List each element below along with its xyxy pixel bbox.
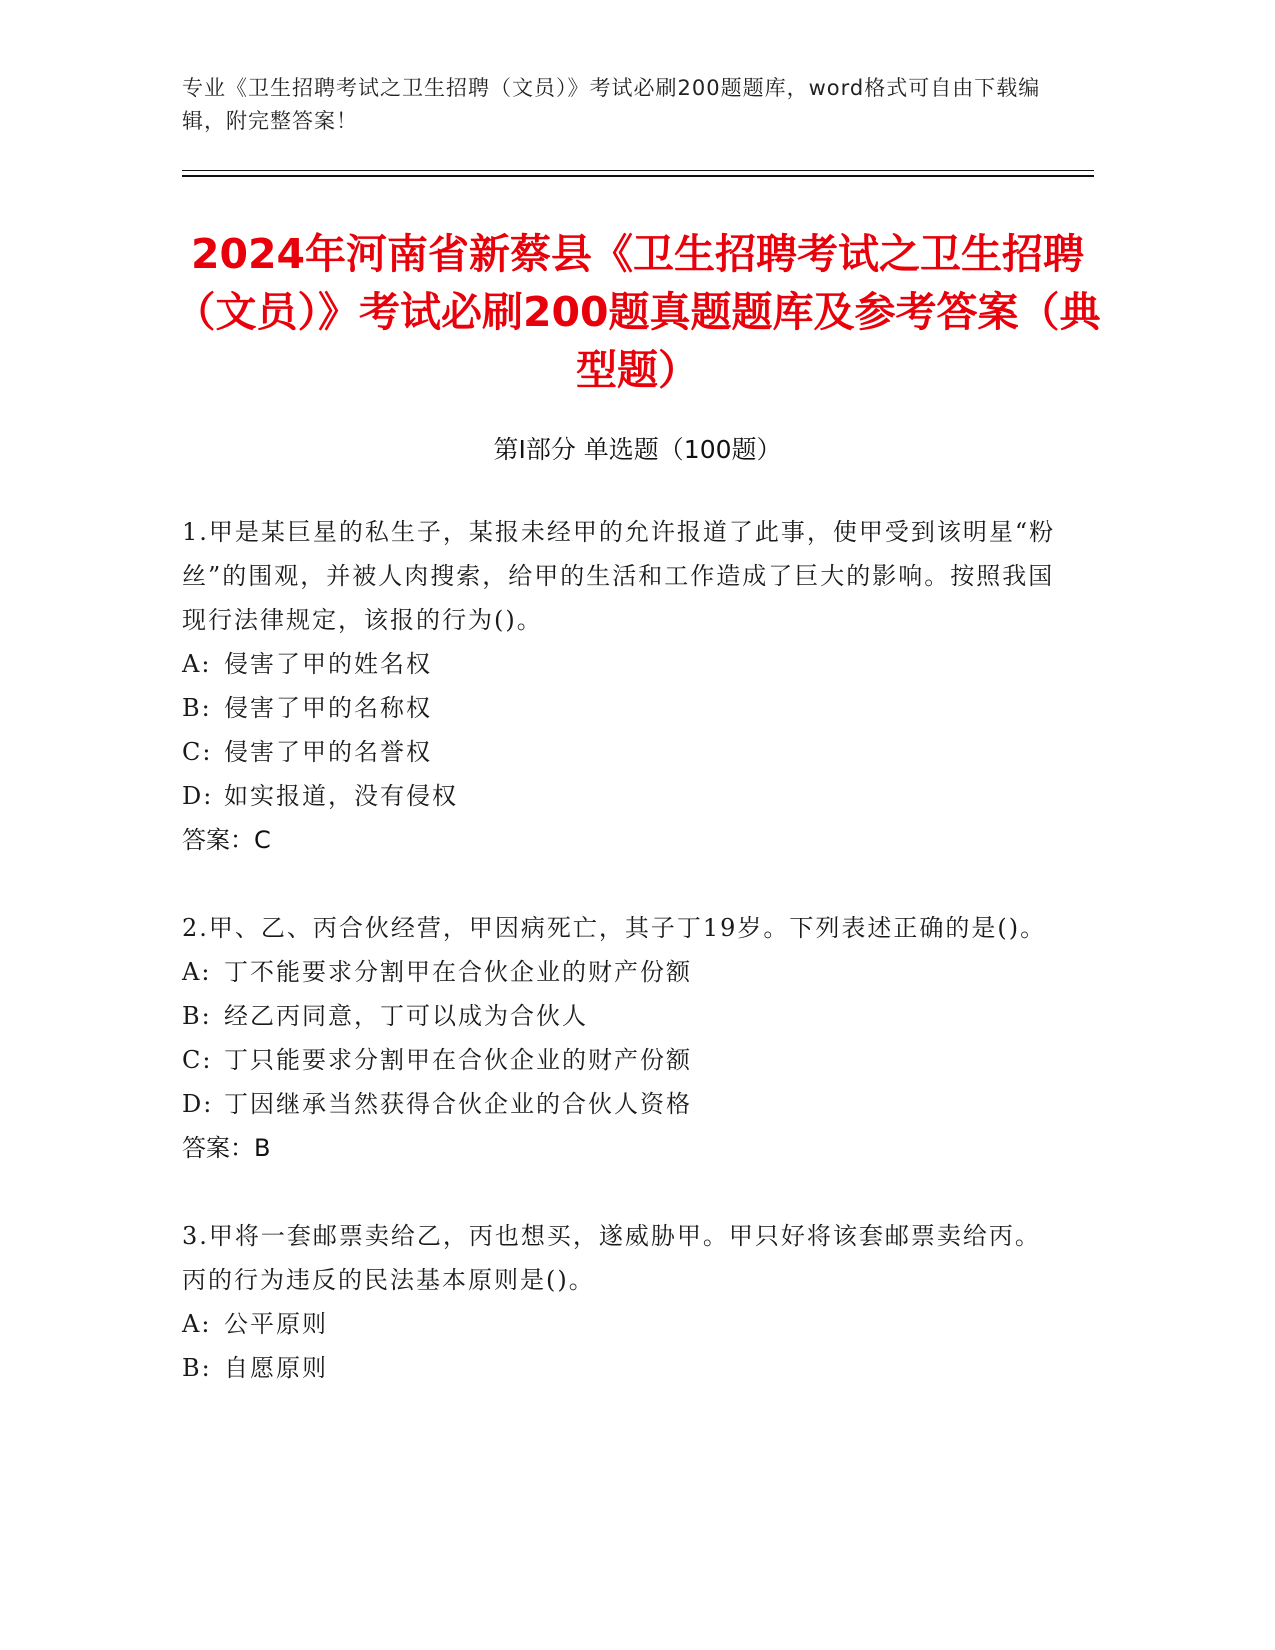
option-key: B:	[182, 1354, 212, 1382]
option-key: A:	[182, 1310, 212, 1338]
option-b	[182, 994, 1062, 1038]
option-key: A:	[182, 958, 212, 986]
option-text: 经乙丙同意，丁可以成为合伙人	[224, 1002, 588, 1030]
answer-line: 答案：C	[182, 826, 271, 854]
option-text: 丁只能要求分割甲在合伙企业的财产份额	[224, 1046, 692, 1074]
option-key: C:	[182, 1046, 213, 1074]
option-b	[182, 686, 1062, 730]
question-stem: 1.甲是某巨星的私生子，某报未经甲的允许报道了此事，使甲受到该明星“粉丝”的围观，并被人肉搜索，给甲的生活和工作造成了巨大的影响。按照我国现行法律规定，该报的行为()。	[182, 518, 1056, 634]
option-a	[182, 1302, 1062, 1346]
option-a	[182, 950, 1062, 994]
question-list	[182, 510, 1062, 1434]
question-stem: 3.甲将一套邮票卖给乙，丙也想买，遂威胁甲。甲只好将该套邮票卖给丙。丙的行为违反的民法基本原则是()。	[182, 1222, 1041, 1294]
option-d	[182, 1082, 1062, 1126]
option-text: 丁不能要求分割甲在合伙企业的财产份额	[224, 958, 692, 986]
option-c	[182, 1038, 1062, 1082]
option-d	[182, 774, 1062, 818]
header-rule-top	[182, 170, 1094, 171]
document-title: 2024年河南省新蔡县《卫生招聘考试之卫生招聘（文员）》考试必刷200题真题题库及参考答案（典型题）	[174, 230, 1101, 394]
option-key: B:	[182, 1002, 212, 1030]
answer-line: 答案：B	[182, 1134, 271, 1162]
option-key: D:	[182, 782, 214, 810]
option-a	[182, 642, 1062, 686]
option-text: 侵害了甲的名称权	[224, 694, 432, 722]
option-text: 公平原则	[224, 1310, 328, 1338]
question-2	[182, 906, 1062, 1170]
option-key: D:	[182, 1090, 214, 1118]
option-text: 自愿原则	[224, 1354, 328, 1382]
option-c	[182, 730, 1062, 774]
option-key: C:	[182, 738, 213, 766]
option-text: 侵害了甲的姓名权	[224, 650, 432, 678]
option-key: A:	[182, 650, 212, 678]
option-key: B:	[182, 694, 212, 722]
question-3	[182, 1214, 1062, 1390]
question-stem: 2.甲、乙、丙合伙经营，甲因病死亡，其子丁19岁。下列表述正确的是()。	[182, 914, 1047, 942]
option-text: 丁因继承当然获得合伙企业的合伙人资格	[224, 1090, 692, 1118]
option-b	[182, 1346, 1062, 1390]
section-heading: 第Ⅰ部分 单选题（100题）	[493, 435, 782, 464]
option-text: 如实报道，没有侵权	[224, 782, 458, 810]
header-rule-bottom	[182, 175, 1094, 177]
header-note: 专业《卫生招聘考试之卫生招聘（文员）》考试必刷200题题库，word格式可自由下载编辑，附完整答案！	[182, 76, 1041, 133]
question-1	[182, 510, 1062, 862]
option-text: 侵害了甲的名誉权	[224, 738, 432, 766]
